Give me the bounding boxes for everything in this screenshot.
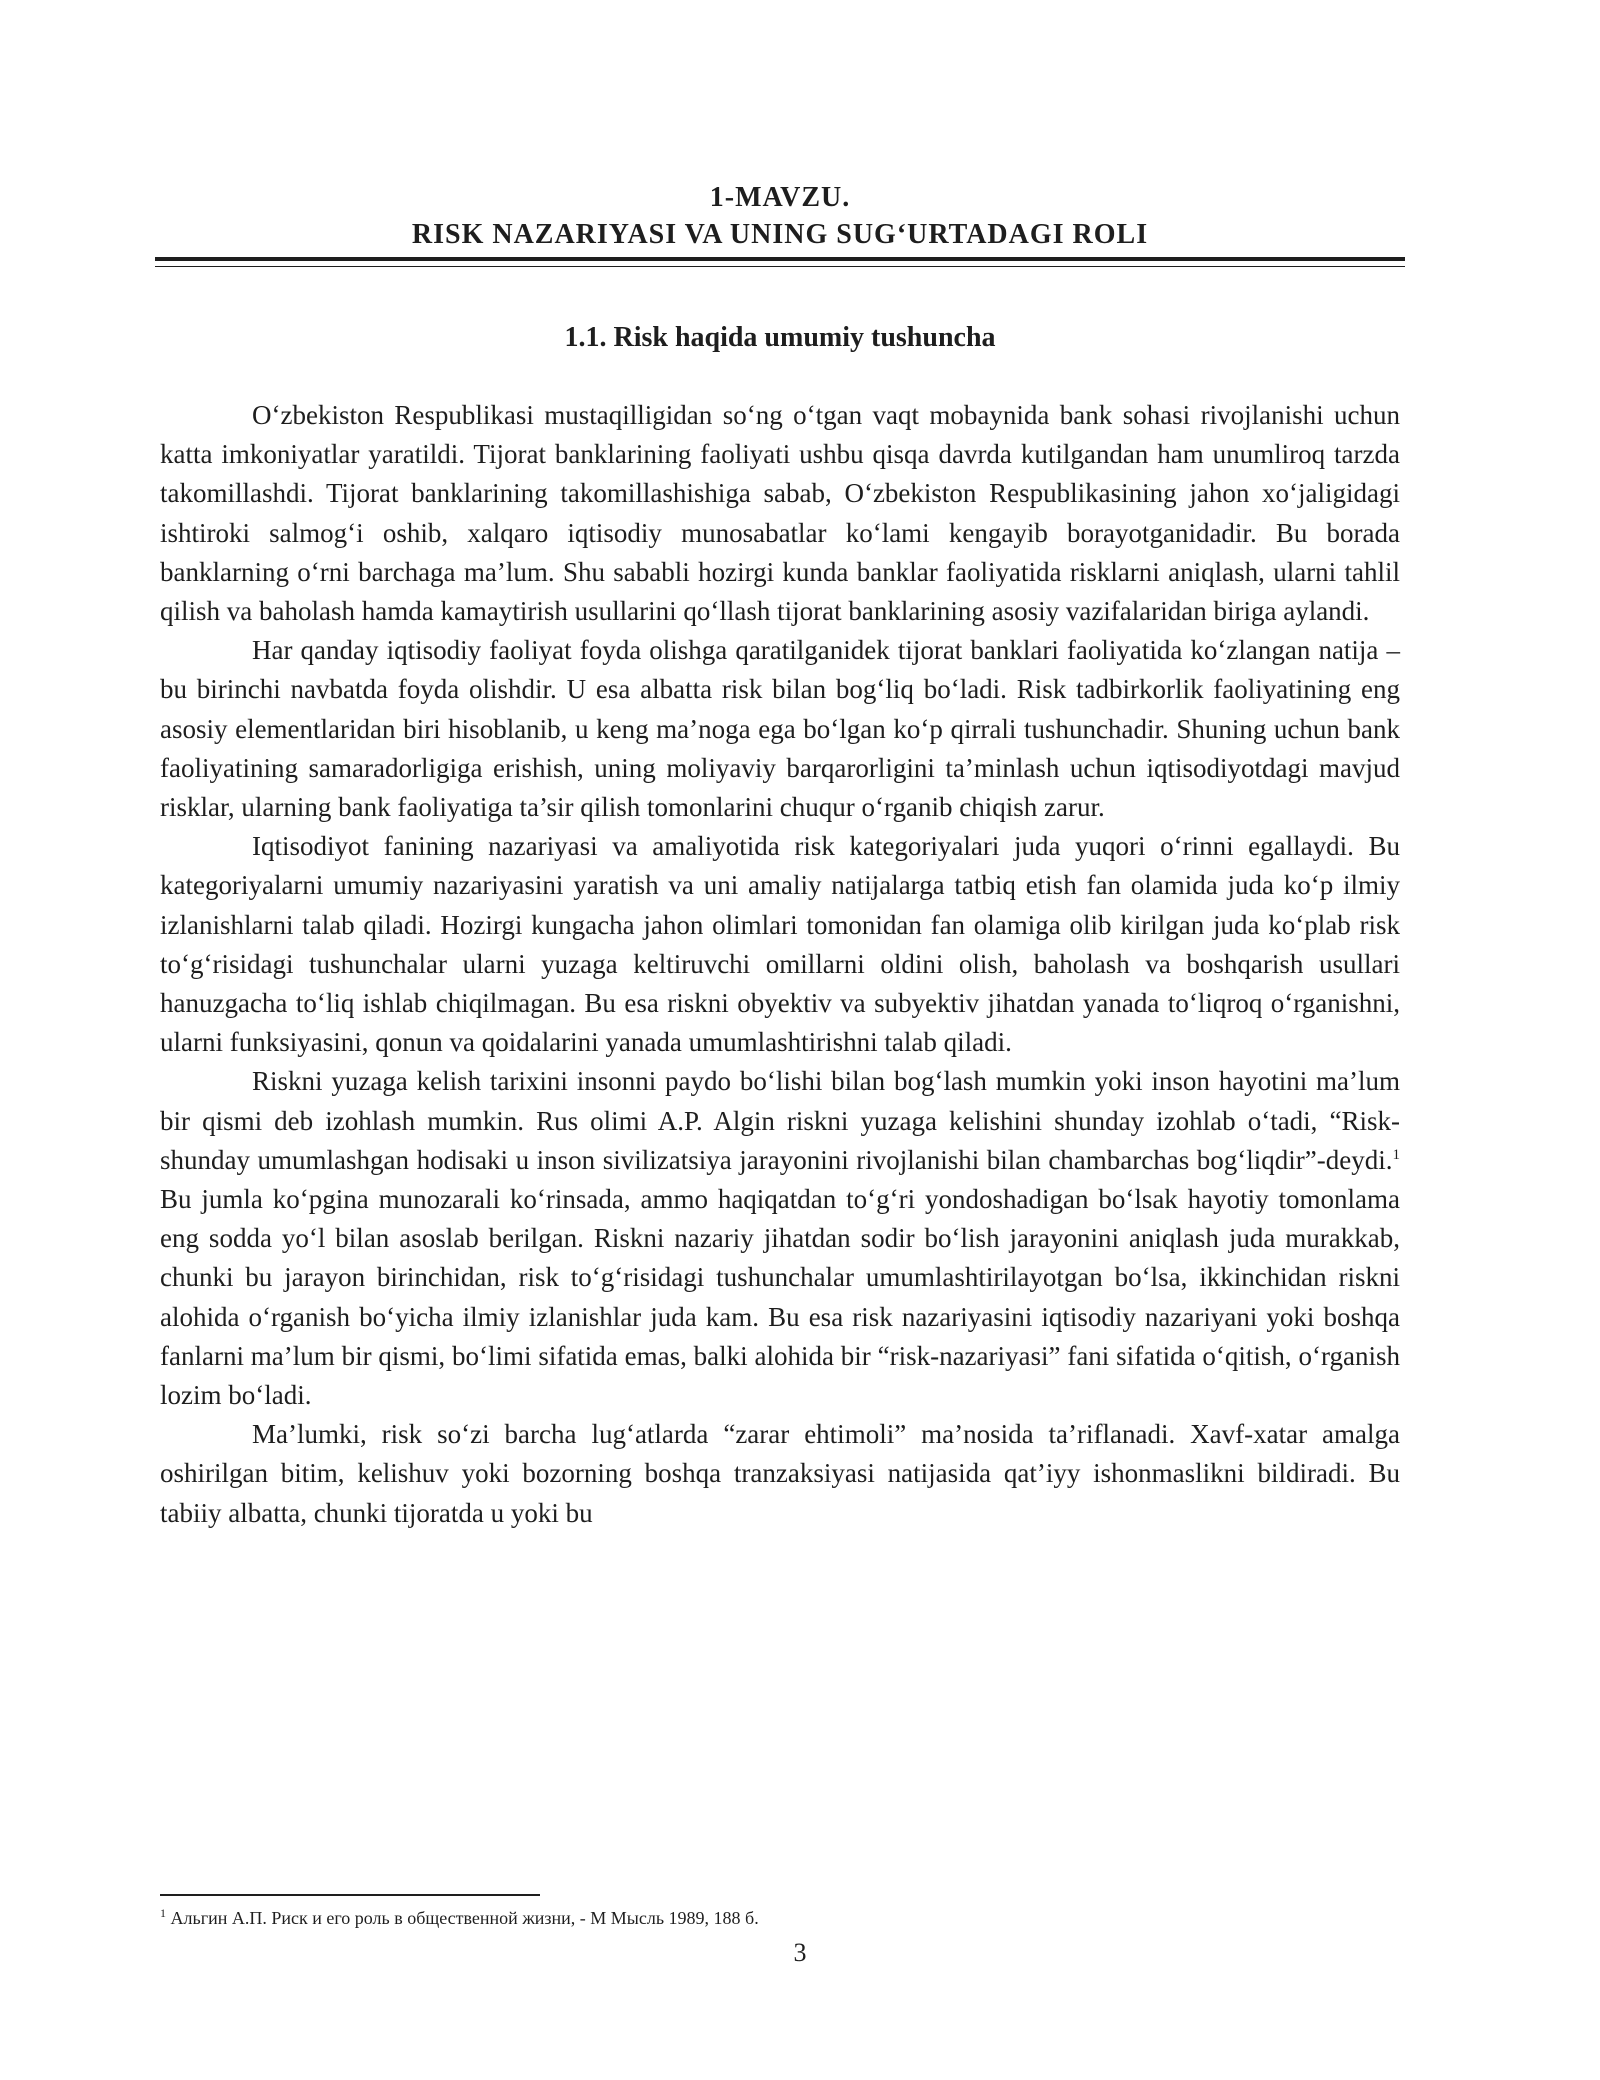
paragraph-4-text: Riskni yuzaga kelish tarixini insonni paydo bo‘lishi bilan bog‘lash mumkin yoki inson hayotini ma’lum bir qismi deb izohlash mumkin. Rus olimi A.P. Algin riskni yuzaga kelishini shunday izohlab o‘tadi, “Risk-shunday umumlashgan hodisaki u inson sivilizatsiya jarayonini rivojlanishi bilan chambarchas bog‘liqdir”-deydi. [160,1066,1400,1175]
topic-title: RISK NAZARIYASI VA UNING SUG‘URTADAGI ROLI [411,219,1149,250]
title-rule-thick [155,257,1405,261]
body-text [160,396,1400,1533]
topic-label: 1-MAVZU. [709,182,851,213]
footnote-marker: 1 [160,1906,166,1920]
paragraph-3: Iqtisodiyot fanining nazariyasi va amaliyotida risk kategoriyalari juda yuqori o‘rinni egallaydi. Bu kategoriyalarni umumiy nazariyasini yaratish va uni amaliy natijalarga tatbiq etish fan olamida juda ko‘p ilmiy izlanishlarni talab qiladi. Hozirgi kungacha jahon olimlari tomonidan fan olamiga olib kirilgan juda ko‘plab risk to‘g‘risidagi tushunchalar ularni yuzaga keltiruvchi omillarni oldini olish, baholash va boshqarish usullari hanuzgacha to‘liq ishlab chiqilmagan. Bu esa riskni obyektiv va subyektiv jihatdan yanada to‘liqroq o‘rganishni, ularni funksiyasini, qonun va qoidalarini yanada umumlashtirishni talab qiladi. [160,831,1400,1058]
title-rule-thin [155,266,1405,267]
section-title: 1.1. Risk haqida umumiy tushuncha [564,322,996,353]
footnote [160,1906,1260,1930]
paragraph-4-continuation: Bu jumla ko‘pgina munozarali ko‘rinsada, ammo haqiqatdan to‘g‘ri yondoshadigan bo‘lsak hayotiy tomonlama eng sodda yo‘l bilan asoslab berilgan. Riskni nazariy jihatdan sodir bo‘lish jarayonini aniqlash juda murakkab, chunki bu jarayon birinchidan, risk to‘g‘risidagi tushunchalar umumlashtirilayotgan bo‘lsa, ikkinchidan riskni alohida o‘rganish bo‘yicha ilmiy izlanishlar juda kam. Bu esa risk nazariyasini iqtisodiy nazariyani yoki boshqa fanlarni ma’lum bir qismi, bo‘limi sifatida emas, balki alohida bir “risk-nazariyasi” fani sifatida o‘qitish, o‘rganish lozim bo‘ladi. [160,1184,1400,1411]
footnote-text: Альгин А.П. Риск и его роль в общественной жизни, - М Мысль 1989, 188 б. [170,1908,759,1928]
footnote-reference[interactable]: 1 [1392,1146,1400,1163]
paragraph-1: O‘zbekiston Respublikasi mustaqilligidan so‘ng o‘tgan vaqt mobaynida bank sohasi rivojlanishi uchun katta imkoniyatlar yaratildi. Tijorat banklarining faoliyati ushbu qisqa davrda kutilgandan ham unumliroq tarzda takomillashdi. Tijorat banklarining takomillashishiga sabab, O‘zbekiston Respublikasining jahon xo‘jaligidagi ishtiroki salmog‘i oshib, xalqaro iqtisodiy munosabatlar ko‘lami kengayib borayotganidadir. Bu borada banklarning o‘rni barchaga ma’lum. Shu sababli hozirgi kunda banklar faoliyatida risklarni aniqlash, ularni tahlil qilish va baholash hamda kamaytirish usullarini qo‘llash tijorat banklarining asosiy vazifalaridan biriga aylandi. [160,400,1400,627]
page-number: 3 [793,1938,807,1967]
paragraph-4 [160,1062,1400,1415]
paragraph-2: Har qanday iqtisodiy faoliyat foyda olishga qaratilganidek tijorat banklari faoliyatida ko‘zlangan natija – bu birinchi navbatda foyda olishdir. U esa albatta risk bilan bog‘liq bo‘ladi. Risk tadbirkorlik faoliyatining eng asosiy elementlaridan biri hisoblanib, u keng ma’noga ega bo‘lgan ko‘p qirrali tushunchadir. Shuning uchun bank faoliyatining samaradorligiga erishish, uning moliyaviy barqarorligini ta’minlash uchun iqtisodiyotdagi mavjud risklar, ularning bank faoliyatiga ta’sir qilish tomonlarini chuqur o‘rganib chiqish zarur. [160,635,1400,823]
footnote-divider [160,1894,540,1896]
paragraph-5: Ma’lumki, risk so‘zi barcha lug‘atlarda “zarar ehtimoli” ma’nosida ta’riflanadi. Xavf-xatar amalga oshirilgan bitim, kelishuv yoki bozorning boshqa tranzaksiyasi natijasida qat’iyy ishonmaslikni bildiradi. Bu tabiiy albatta, chunki tijoratda u yoki bu [160,1419,1400,1528]
